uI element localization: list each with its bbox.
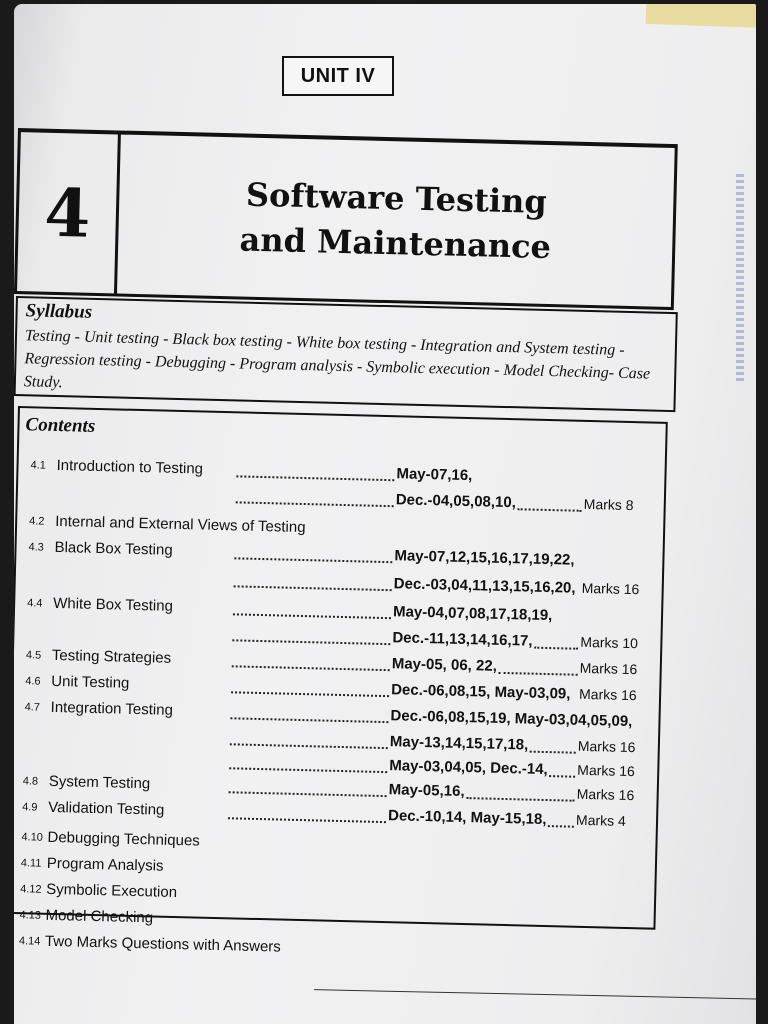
marks-label: Marks 16: [581, 579, 640, 598]
exam-dates: Dec.-06,08,15,19, May-03,04,05,09,: [390, 707, 633, 731]
section-title: Debugging Techniques: [47, 828, 200, 850]
section-title: Unit Testing: [51, 672, 130, 692]
section-title: Testing Strategies: [51, 646, 172, 667]
syllabus-text: Testing - Unit testing - Black box testing - White box testing - Integration and System testing - Regression testing - Debugging - Program analysis - Symbolic execution - Model Checking- Case Study.: [23, 327, 651, 392]
leader-dots: [530, 745, 576, 754]
section-title: Program Analysis: [46, 854, 164, 875]
leader-dots: [232, 659, 390, 671]
exam-dates: May-05,16,: [388, 781, 465, 801]
leader-dots: [230, 711, 388, 723]
marks-label: Marks 10: [580, 633, 639, 652]
section-number: 4.10: [21, 831, 44, 844]
page-corner-tag: [646, 4, 756, 28]
leader-dots: [548, 819, 574, 828]
leader-dots: [518, 502, 582, 512]
exam-dates: May-04,07,08,17,18,19,: [392, 603, 553, 625]
leader-dots: [234, 579, 392, 591]
exam-dates: Dec.-06,08,15, May-03,09,: [390, 681, 571, 703]
leader-dots: [234, 551, 392, 563]
page-edge-bleed-text: [736, 174, 744, 384]
exam-dates: Dec.-03,04,11,13,15,16,20,: [393, 575, 576, 597]
syllabus-heading: Syllabus: [25, 300, 93, 323]
exam-dates: May-07,16,: [396, 465, 473, 485]
leader-dots: [499, 666, 578, 676]
leader-dots: [233, 607, 391, 619]
footer-rule: [314, 989, 756, 1000]
chapter-header: [14, 128, 678, 310]
section-number: 4.2: [29, 515, 45, 528]
leader-dots: [232, 633, 390, 645]
chapter-title: [117, 135, 675, 307]
book-page: [14, 4, 756, 1024]
syllabus-section: [14, 296, 678, 412]
section-title: Validation Testing: [47, 798, 165, 819]
marks-label: Marks 16: [579, 659, 638, 678]
section-number: 4.5: [25, 649, 42, 662]
exam-dates: Dec.-04,05,08,10,: [395, 491, 517, 512]
leader-dots: [231, 685, 389, 697]
contents-section: [14, 406, 668, 956]
exam-dates: May-05, 06, 22,: [391, 655, 498, 675]
leader-dots: [229, 761, 387, 773]
section-title: Two Marks Questions with Answers: [44, 932, 281, 956]
exam-dates: May-13,14,15,17,18,: [389, 733, 529, 754]
chapter-number: 4: [17, 132, 121, 293]
leader-dots: [228, 811, 386, 823]
section-title: Model Checking: [45, 906, 154, 927]
section-number: 4.14: [18, 935, 41, 948]
section-number: 4.1: [30, 459, 46, 472]
section-number: 4.13: [19, 909, 42, 922]
section-title: Integration Testing: [50, 698, 174, 719]
contents-heading: Contents: [25, 414, 96, 437]
leader-dots: [236, 469, 394, 481]
section-title: Black Box Testing: [54, 538, 173, 559]
section-number: 4.6: [25, 675, 41, 688]
leader-dots: [229, 785, 387, 797]
leader-dots: [549, 769, 575, 778]
section-number: 4.7: [24, 701, 41, 714]
marks-label: Marks 16: [577, 761, 636, 780]
section-number: 4.9: [22, 801, 38, 814]
marks-label: Marks 16: [578, 685, 637, 704]
section-number: 4.11: [20, 857, 42, 870]
section-title: System Testing: [48, 772, 151, 793]
exam-dates: Dec.-10,14, May-15,18,: [387, 807, 547, 829]
exam-dates: May-07,12,15,16,17,19,22,: [394, 547, 575, 569]
marks-label: Marks 16: [576, 785, 635, 804]
marks-label: Marks 4: [575, 811, 627, 829]
leader-dots: [236, 495, 394, 507]
section-title: Introduction to Testing: [56, 456, 204, 478]
section-title: Symbolic Execution: [45, 880, 178, 902]
leader-dots: [534, 641, 578, 650]
exam-dates: Dec.-11,13,14,16,17,: [392, 629, 533, 650]
unit-label: UNIT IV: [282, 56, 394, 96]
section-title: Internal and External Views of Testing: [54, 512, 306, 537]
section-number: 4.3: [28, 541, 44, 554]
marks-label: Marks 8: [583, 495, 634, 514]
marks-label: Marks 16: [577, 737, 636, 756]
leader-dots: [467, 791, 575, 802]
section-title: White Box Testing: [52, 594, 174, 615]
section-number: 4.4: [27, 597, 43, 610]
section-number: 4.12: [20, 883, 42, 896]
leader-dots: [230, 737, 388, 749]
chapter-title-line1: Software Testing: [245, 175, 548, 221]
exam-dates: May-03,04,05, Dec.-14,: [389, 757, 548, 779]
section-number: 4.8: [22, 775, 39, 788]
chapter-title-line2: and Maintenance: [239, 219, 552, 266]
